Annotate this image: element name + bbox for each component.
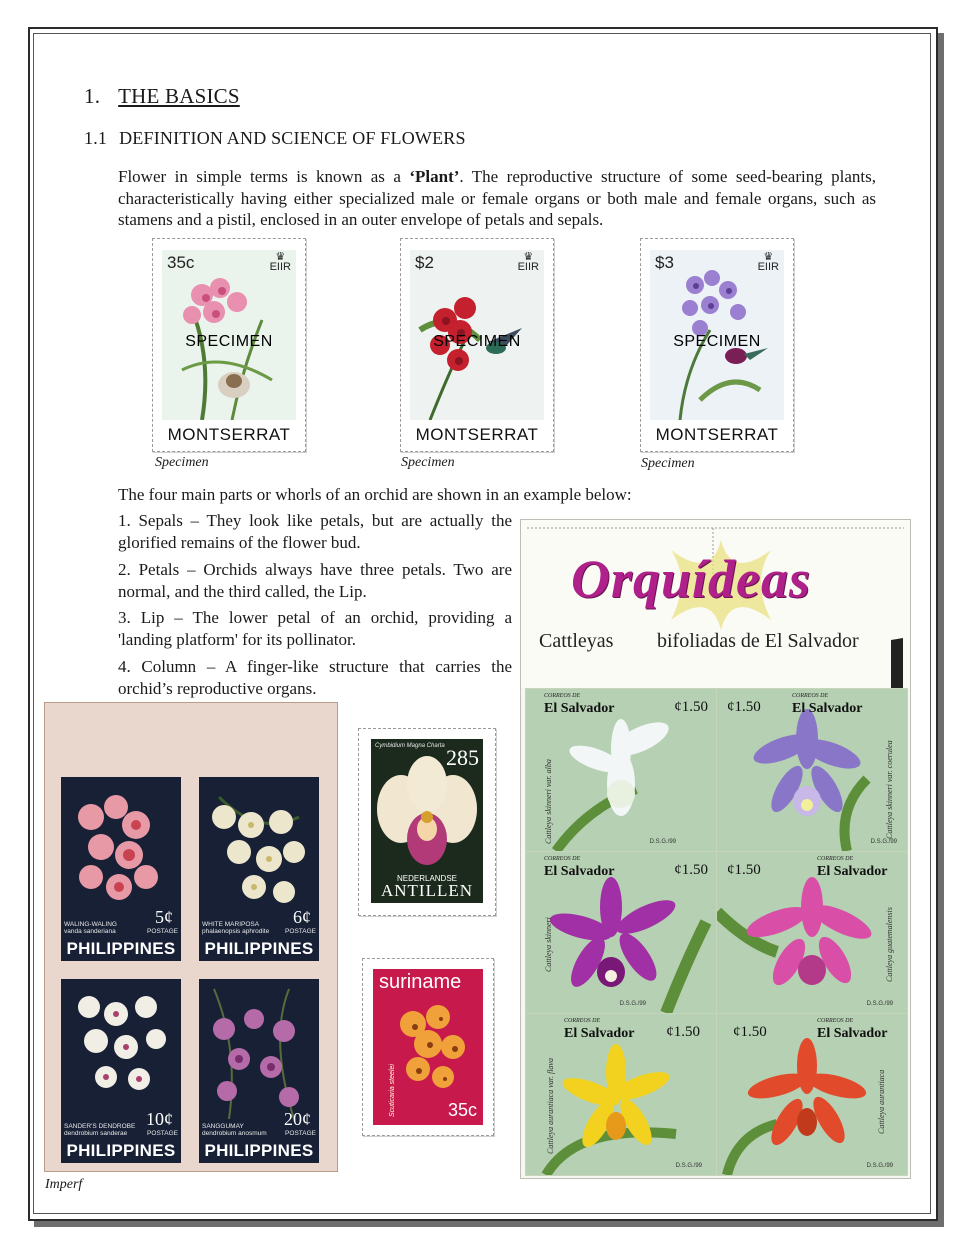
stamp-country: PHILIPPINES (66, 939, 176, 958)
montserrat-stamp-1 (152, 238, 306, 452)
species-label: Cymbidium Magna Charta (375, 743, 445, 749)
designer-credit: D.S.G./99 (619, 1001, 646, 1007)
philippines-stamp-6c (199, 777, 319, 961)
stamp-value: $2 (415, 253, 434, 272)
designer-credit: D.S.G./99 (866, 1163, 893, 1169)
suriname-stamp (362, 958, 494, 1136)
stamp-value: 10¢ (146, 1109, 173, 1129)
stamp-artwork (373, 969, 483, 1125)
designer-credit: D.S.G./99 (870, 839, 897, 845)
montserrat-stamp-2 (400, 238, 554, 452)
specimen-caption-2: Specimen (401, 455, 455, 470)
subsection-number: 1.1 (84, 128, 108, 148)
stamp-value: 5¢ (155, 907, 173, 927)
species-label: Cattleya aurantiaca (877, 1069, 886, 1134)
stamp-country: El Salvador (817, 864, 888, 879)
flower-latin-name: phalaenopsis aphrodite (202, 928, 270, 935)
stamp-postage-label: POSTAGE (147, 928, 178, 935)
crown-cypher: ♛ EIIR (757, 251, 779, 273)
species-label: Cattleya skinneri var. alba (544, 759, 553, 844)
subsection-title: DEFINITION AND SCIENCE OF FLOWERS (119, 128, 466, 148)
stamp-flower-name (64, 1123, 135, 1137)
stamp-postage-label: POSTAGE (285, 1130, 316, 1137)
stamp-value: ¢1.50 (674, 699, 708, 715)
stamp-flower-name (64, 921, 117, 935)
intro-bold-term: ‘Plant’ (409, 167, 460, 186)
stamp-value: ¢1.50 (727, 699, 761, 715)
stamp-country: El Salvador (817, 1026, 888, 1041)
section-number: 1. (84, 84, 101, 108)
philippines-stamp-10c (61, 979, 181, 1163)
flower-latin-name: vanda sanderiana (64, 928, 116, 935)
philippines-stamp-20c (199, 979, 319, 1163)
sheet-stamp-grid (525, 688, 906, 1174)
flower-latin-name: dendrobium sanderae (64, 1130, 128, 1137)
flower-latin-name: dendrobium anosmum (202, 1130, 267, 1137)
specimen-overprint: SPECIMEN (185, 333, 273, 350)
stamp-value: 6¢ (293, 907, 311, 927)
flower-common-name: SANDER'S DENDROBE (64, 1123, 136, 1130)
stamp-country: MONTSERRAT (415, 425, 539, 444)
antillen-stamp (358, 728, 496, 916)
stamp-country: ANTILLEN (380, 881, 474, 900)
cypher-text: EIIR (517, 261, 539, 273)
correos-label: CORREOS DE (564, 1018, 601, 1024)
stamp-country: PHILIPPINES (204, 939, 314, 958)
philippines-imperf-block (44, 702, 338, 1172)
stamp-value: 35c (447, 1100, 477, 1120)
stamp-country: El Salvador (544, 701, 615, 716)
correos-label: CORREOS DE (792, 693, 829, 699)
designer-credit: D.S.G./99 (866, 1001, 893, 1007)
stamp-flower-name (202, 921, 269, 935)
es-stamp-aurantiaca (716, 1013, 908, 1176)
orchid-part-column: 4. Column – A finger-like structure that carries the orchid’s reproductive organs. (118, 657, 512, 698)
es-stamp-guatemalensis (716, 851, 908, 1014)
cypher-text: EIIR (757, 261, 779, 273)
section-title: THE BASICS (118, 84, 240, 108)
flower-common-name: WHITE MARIPOSA (202, 921, 260, 928)
stamp-country: suriname (379, 971, 462, 993)
orchid-parts-lead: The four main parts or whorls of an orchid are shown in an example below: (118, 485, 632, 504)
correos-label: CORREOS DE (817, 1018, 854, 1024)
species-label: Scuticaria steelei (389, 1064, 396, 1117)
intro-paragraph (118, 166, 876, 231)
stamp-value: 285 (446, 745, 479, 770)
flower-common-name: WALING-WALING (64, 921, 117, 928)
stamp-postage-label: POSTAGE (147, 1130, 178, 1137)
es-stamp-alba (525, 688, 717, 852)
species-label: Cattleya guatemalensis (885, 907, 894, 982)
stamp-flower-name (202, 1123, 267, 1137)
species-label: Cattleya skinneri (544, 917, 553, 972)
orchid-part-lip: 3. Lip – The lower petal of an orchid, providing a 'landing platform' for its pollinator. (118, 608, 512, 649)
cypher-text: EIIR (269, 261, 291, 273)
philippines-stamp-5c (61, 777, 181, 961)
stamp-country: El Salvador (792, 701, 863, 716)
intro-text-start: Flower in simple terms is known as a (118, 167, 410, 186)
designer-credit: D.S.G./99 (649, 839, 676, 845)
stamp-country: El Salvador (544, 864, 615, 879)
correos-label: CORREOS DE (544, 693, 581, 699)
stamp-value: 20¢ (284, 1109, 311, 1129)
intro-text-end: . The reproductive structure of some seed-bearing plants, characteristically having either specialized male or female organs or both male and female organs, such as stamens and a pistil, enclosed in an outer envelope of petals and sepals. (118, 167, 877, 229)
specimen-caption-3: Specimen (641, 456, 695, 471)
specimen-overprint: SPECIMEN (673, 333, 761, 350)
stamp-artwork (371, 739, 483, 903)
correos-label: CORREOS DE (817, 856, 854, 862)
subsection-heading (84, 128, 466, 149)
species-label: Cattleya skinneri var. coerulea (885, 740, 894, 839)
stamp-country: MONTSERRAT (655, 425, 779, 444)
stamp-value: ¢1.50 (733, 1024, 767, 1040)
stamp-country: MONTSERRAT (167, 425, 291, 444)
stamp-postage-label: POSTAGE (285, 928, 316, 935)
crown-cypher: ♛ EIIR (517, 251, 539, 273)
stamp-value: ¢1.50 (727, 862, 761, 878)
stamp-country: PHILIPPINES (204, 1141, 314, 1160)
sheet-subtitle-left: Cattleyas (539, 630, 614, 652)
montserrat-stamp-3 (640, 238, 794, 452)
designer-credit: D.S.G./99 (675, 1163, 702, 1169)
stamp-value: ¢1.50 (674, 862, 708, 878)
es-stamp-skinneri (525, 851, 717, 1014)
sheet-subtitle-right: bifoliadas de El Salvador (657, 630, 859, 652)
crown-cypher: ♛ EIIR (269, 251, 291, 273)
stamp-value: 35c (167, 253, 195, 272)
imperf-caption: Imperf (45, 1177, 83, 1192)
stamp-country: PHILIPPINES (66, 1141, 176, 1160)
es-stamp-coerulea (716, 688, 908, 852)
correos-label: CORREOS DE (544, 856, 581, 862)
specimen-caption-1: Specimen (155, 455, 209, 470)
species-label: Cattleya aurantiaca var. flava (546, 1058, 555, 1154)
section-heading (84, 84, 240, 109)
country-small: NEDERLANDSE (396, 874, 457, 883)
orchid-part-sepals: 1. Sepals – They look like petals, but are actually the glorified remains of the flower bud. (118, 511, 512, 552)
sheet-header-art (521, 520, 910, 688)
stamp-value: ¢1.50 (666, 1024, 700, 1040)
sheet-title: Orquídeas (571, 549, 812, 609)
orchid-part-petals: 2. Petals – Orchids always have three petals. Two are normal, and the third called, the Lip. (118, 560, 512, 601)
stamp-value: $3 (655, 253, 674, 272)
specimen-overprint: SPECIMEN (433, 333, 521, 350)
el-salvador-sheet (520, 519, 911, 1179)
stamp-country: El Salvador (564, 1026, 635, 1041)
flower-common-name: SANGGUMAY (202, 1123, 244, 1130)
es-stamp-aurantiaca-flava (525, 1013, 717, 1176)
